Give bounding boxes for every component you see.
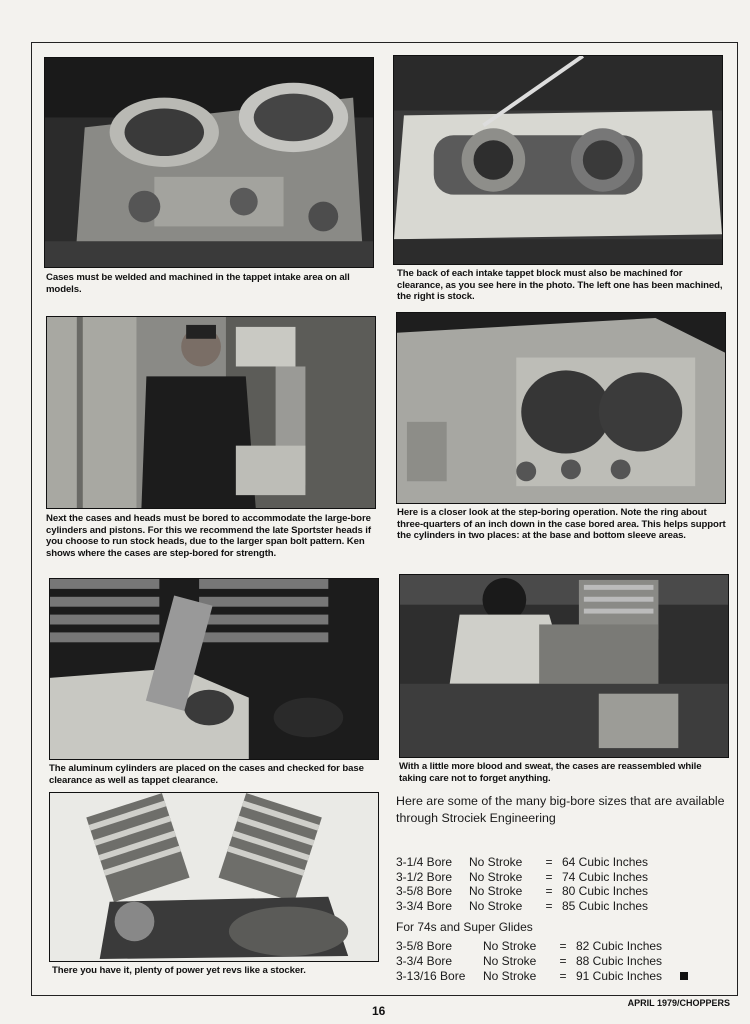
caption-2: The back of each intake tappet block must also be machined for clearance, as you see here in the photo. The left one has been machined, the right is stock. — [397, 268, 723, 303]
sizes-subhead: For 74s and Super Glides — [396, 920, 533, 935]
table-row: 3-1/2 Bore No Stroke = 74 Cubic Inches — [396, 869, 649, 884]
caption-6: With a little more blood and sweat, the cases are reassembled while taking care not to forget anything. — [399, 761, 702, 784]
caption-7: There you have it, plenty of power yet revs like a stocker. — [52, 965, 306, 976]
caption-1: Cases must be welded and machined in the tappet intake area on all models. — [46, 272, 350, 295]
sizes-intro: Here are some of the many big-bore sizes that are available through Strociek Engineering — [396, 794, 725, 825]
sizes-value: 91 Cubic Inches — [576, 968, 663, 983]
table-row: 3-3/4 Bore No Stroke = 88 Cubic Inches — [396, 953, 663, 968]
table-row: 3-5/8 Bore No Stroke = 82 Cubic Inches — [396, 939, 663, 954]
caption-4: Here is a closer look at the step-boring operation. Note the ring about three-quarters of an inch down in the case bored area. This helps support the cylinders in two places: at the base and bottom sleeve areas. — [397, 507, 726, 542]
table-row: 3-1/4 Bore No Stroke = 64 Cubic Inches — [396, 855, 649, 869]
photo-welded-case — [44, 57, 374, 268]
big-bore-sizes — [396, 793, 726, 983]
end-mark-icon — [680, 972, 688, 980]
photo-tappet-blocks — [393, 55, 723, 265]
photo-finished-engine — [49, 792, 379, 962]
table-row: 3-3/4 Bore No Stroke = 85 Cubic Inches — [396, 898, 649, 913]
sizes-table-2 — [396, 939, 688, 983]
issue-label: APRIL 1979/CHOPPERS — [627, 998, 730, 1008]
photo-reassembly — [399, 574, 729, 758]
photo-aluminum-cylinders — [49, 578, 379, 760]
sizes-table-1 — [396, 855, 648, 913]
photo-step-bored-case — [396, 312, 726, 504]
caption-3: Next the cases and heads must be bored to accommodate the large-bore cylinders and pistons. For this we recommend the late Sportster heads if you choose to run stock heads, due to the larger span bolt pattern. Ken shows where the cases are step-bored for strength. — [46, 513, 371, 559]
caption-5: The aluminum cylinders are placed on the cases and checked for base clearance as well as tappet clearance. — [49, 763, 364, 786]
page-number: 16 — [372, 1004, 386, 1018]
table-row: 3-13/16 Bore No Stroke = 91 Cubic Inches — [396, 969, 688, 984]
table-row: 3-5/8 Bore No Stroke = 80 Cubic Inches — [396, 884, 649, 899]
photo-boring-machine — [46, 316, 376, 509]
